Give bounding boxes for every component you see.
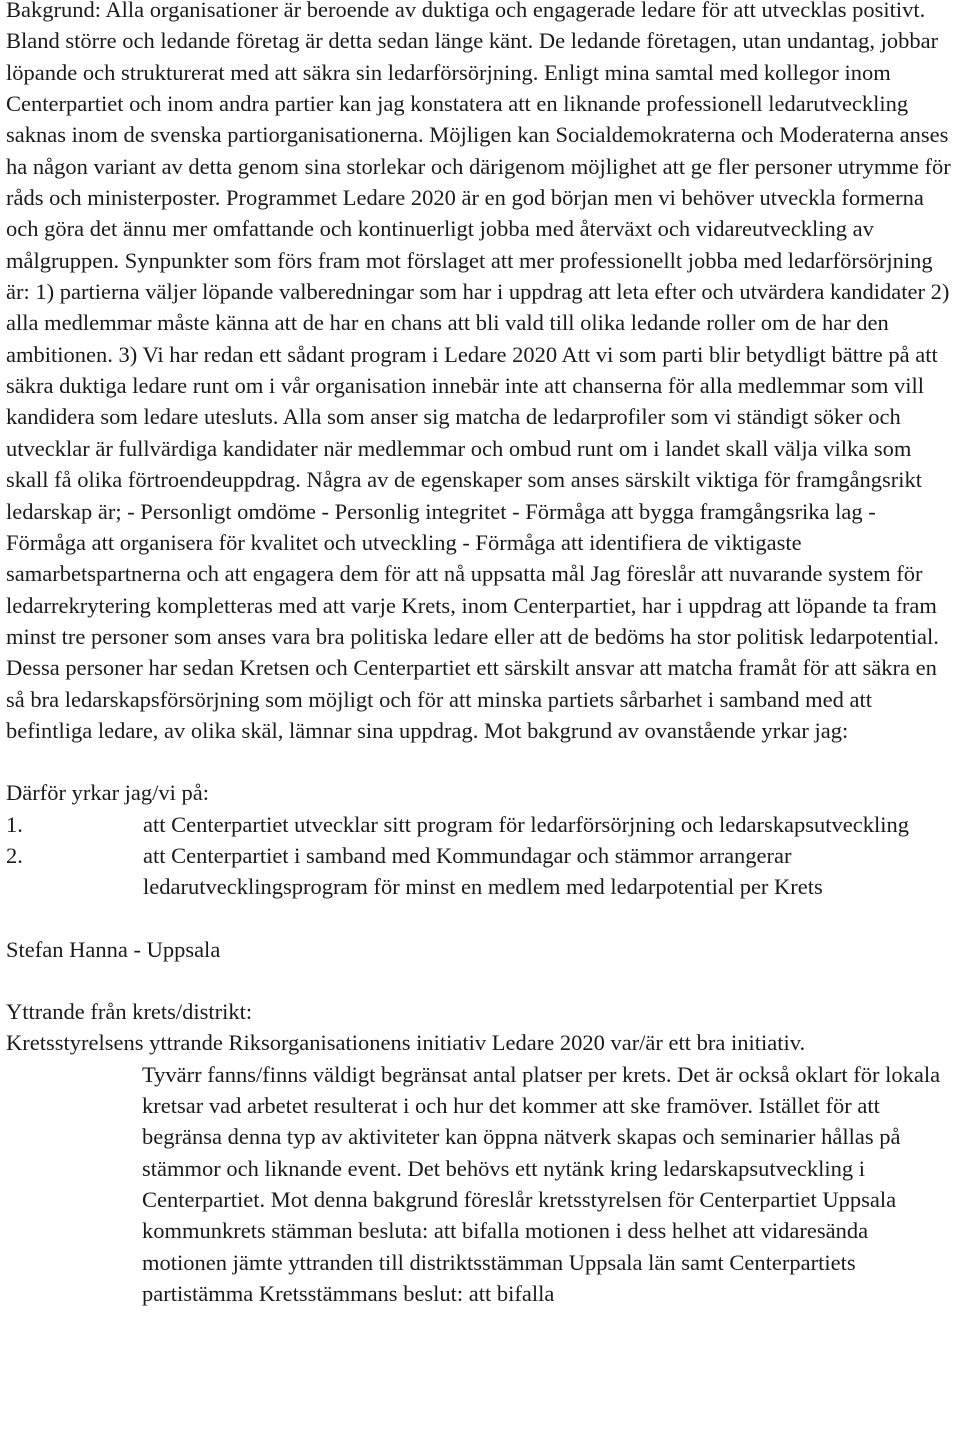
demands-heading: Därför yrkar jag/vi på: [6, 780, 210, 806]
paragraph-spacer [6, 903, 954, 934]
statement-heading: Yttrande från krets/distrikt: [6, 998, 253, 1024]
demand-item [6, 840, 954, 903]
demand-number: 1. [6, 811, 23, 837]
demand-item [6, 809, 954, 840]
background-paragraph: Bakgrund: Alla organisationer är beroende av duktiga och engagerade ledare för att utvecklas positivt. Bland större och ledande företag är detta sedan länge känt. De ledande företagen, utan undantag, jobbar löpande och strukturerat med att säkra sin ledarförsörjning. Enligt mina samtal med kollegor inom Centerpartiet och inom andra partier kan jag konstatera att en liknande professionell ledarutveckling saknas inom de svenska partiorganisationerna. Möjligen kan Socialdemokraterna och Moderaterna anses ha någon variant av detta genom sina storlekar och därigenom möjlighet att ge fler personer utrymme för råds och ministerposter. Programmet Ledare 2020 är en god början men vi behöver utveckla formerna och göra det ännu mer omfattande och kontinuerligt jobba med återväxt och vidareutveckling av målgruppen. Synpunkter som förs fram mot förslaget att mer professionellt jobba med ledarförsörjning är: 1) partierna väljer löpande valberedningar som har i uppdrag att leta efter och utvärdera kandidater 2) alla medlemmar måste känna att de har en chans att bli vald till olika ledande roller om de har den ambitionen. 3) Vi har redan ett sådant program i Ledare 2020 Att vi som parti blir betydligt bättre på att säkra duktiga ledare runt om i vår organisation innebär inte att chanserna för alla medlemmar som vill kandidera som ledare utesluts. Alla som anser sig matcha de ledarprofiler som vi ständigt söker och utvecklar är fullvärdiga kandidater när medlemmar och ombud runt om i landet skall välja vilka som skall få olika förtroendeuppdrag. Några av de egenskaper som anses särskilt viktiga för framgångsrikt ledarskap är; - Personligt omdöme - Personlig integritet - Förmåga att bygga framgångsrika lag - Förmåga att organisera för kvalitet och utveckling - Förmåga att identifiera de viktigaste samarbetspartnerna och att engagera dem för att nå uppsatta mål Jag föreslår att nuvarande system för ledarrekrytering kompletteras med att varje Krets, inom Centerpartiet, har i uppdrag att löpande ta fram minst tre personer som anses vara bra politiska ledare eller att de bedöms ha stor politisk ledarpotential. Dessa personer har sedan Kretsen och Centerpartiet ett särskilt ansvar att matcha framåt för att säkra en så bra ledarskapsförsörjning som möjligt och för att minska partiets sårbarhet i samband med att befintliga ledare, av olika skäl, lämnar sina uppdrag. Mot bakgrund av ovanstående yrkar jag: [6, 0, 951, 743]
demand-number: 2. [6, 842, 23, 868]
paragraph-spacer [6, 965, 954, 996]
demand-text: att Centerpartiet i samband med Kommundagar och stämmor arrangerar ledarutvecklingsprogram för minst en medlem med ledarpotential per Krets [143, 842, 823, 900]
paragraph-spacer [6, 746, 954, 777]
statement-body: Tyvärr fanns/finns väldigt begränsat antal platser per krets. Det är också oklart för lokala kretsar vad arbetet resulterat i och hur det kommer att ske framöver. Istället för att begränsa denna typ av aktiviteter kan öppna nätverk skapas och seminarier hållas på stämmor och liknande event. Det behövs ett nytänk kring ledarskapsutveckling i Centerpartiet. Mot denna bakgrund föreslår kretsstyrelsen för Centerpartiet Uppsala kommunkrets stämman besluta: att bifalla motionen i dess helhet att vidaresända motionen jämte yttranden till distriktsstämman Uppsala län samt Centerpartiets partistämma Kretsstämmans beslut: att bifalla [142, 1061, 941, 1307]
document-page [6, 0, 954, 1309]
statement-first-line: Kretsstyrelsens yttrande Riksorganisationens initiativ Ledare 2020 var/är ett bra initiativ. [6, 1030, 806, 1056]
author-line: Stefan Hanna - Uppsala [6, 936, 221, 962]
demands-list [6, 809, 954, 903]
demand-text: att Centerpartiet utvecklar sitt program för ledarförsörjning och ledarskapsutveckling [143, 811, 909, 837]
